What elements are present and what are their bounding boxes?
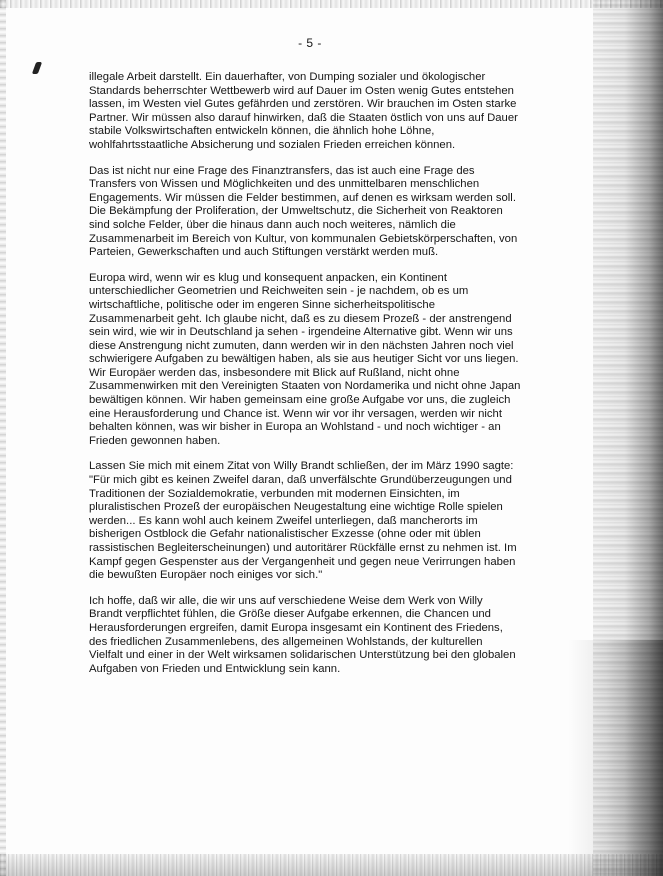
scan-edge-top [0, 0, 663, 8]
text-line: bisherigen Ostblock die Gefahr nationalistischer Exzesse (ohne oder mit üblen [89, 528, 481, 541]
text-line: Zusammenwirken mit den Vereinigten Staaten von Nordamerika und nicht ohne Japan [89, 380, 521, 393]
paragraph-1 [89, 71, 529, 153]
text-line: pluralistischen Prozeß der europäischen Neugestaltung eine wichtige Rolle spielen [89, 501, 503, 514]
text-line: Frieden gewonnen haben. [89, 434, 221, 447]
text-line: "Für mich gibt es keinen Zweifel daran, daß unverfälschte Grundüberzeugungen und [89, 474, 512, 487]
text-line: illegale Arbeit darstellt. Ein dauerhafter, von Dumping sozialer und ökologischer [89, 71, 486, 83]
body-text [89, 71, 529, 676]
text-line: Standards beherrschter Wettbewerb wird auf Dauer im Osten wenig Gutes entstehen [89, 84, 514, 97]
text-line: schwierigere Aufgaben zu bewältigen haben, als sie aus heutiger Sicht vor uns liegen. [89, 353, 519, 366]
text-line: sind solche Felder, über die hinaus dann auch noch weiteres, nämlich die [89, 218, 456, 231]
scan-speck [32, 62, 42, 74]
paragraph-4 [89, 460, 529, 582]
text-line: des friedlichen Zusammenlebens, des allgemeinen Wohlstands, der kulturellen [89, 635, 483, 648]
text-line: stabile Volkswirtschaften entwickeln können, die ähnlich hohe Löhne, [89, 125, 435, 138]
text-line: Aufgaben von Frieden und Entwicklung sein kann. [89, 662, 341, 675]
text-line: Kampf gegen Gespenster aus der Vergangenheit und gegen neue Verirrungen haben [89, 555, 516, 568]
scan-edge-left [0, 0, 6, 876]
paragraph-2 [89, 165, 529, 260]
text-line: Wir Europäer werden das, insbesondere mit Blick auf Rußland, nicht ohne [89, 366, 460, 379]
text-line: Parteien, Gewerkschaften und auch Stiftungen verstärkt werden muß. [89, 246, 439, 259]
text-line: Das ist nicht nur eine Frage des Finanztransfers, das ist auch eine Frage des [89, 164, 475, 177]
text-line: sein wird, wie wir in Deutschland ja sehen - irgendeine Alternative gibt. Wenn wir uns [89, 326, 513, 339]
text-line: Partner. Wir müssen also darauf hinwirken, daß die Staaten östlich von uns auf Dauer [89, 111, 518, 124]
text-line: Zusammenarbeit geht. Ich glaube nicht, daß es zu diesem Prozeß - der anstrengend [89, 312, 512, 325]
text-line: bewältigen können. Wir haben gemeinsam eine große Aufgabe vor uns, die zugleich [89, 394, 511, 407]
text-line: behalten können, was wir bisher in Europa an Wohlstand - und noch wichtiger - an [89, 421, 501, 434]
text-line: Ich hoffe, daß wir alle, die wir uns auf verschiedene Weise dem Werk von Willy [89, 594, 483, 607]
text-line: werden... Es kann wohl auch keinem Zweifel unterliegen, daß mancherorts im [89, 514, 478, 527]
text-line: die bewußten Europäer noch einiges vor sich." [89, 569, 323, 582]
paragraph-5 [89, 595, 529, 677]
text-line: Die Bekämpfung der Proliferation, der Umweltschutz, die Sicherheit von Reaktoren [89, 205, 503, 218]
scan-edge-bottom [0, 854, 663, 876]
page-number: - 5 - [298, 36, 322, 50]
text-line: Transfers von Wissen und Möglichkeiten und des unmittelbaren menschlichen [89, 178, 480, 191]
text-line: eine Herausforderung und Chance ist. Wenn wir vor ihr versagen, werden wir nicht [89, 407, 502, 420]
text-line: wohlfahrtsstaatliche Absicherung und sozialen Frieden erreichen können. [89, 138, 456, 151]
text-line: rassistischen Begleiterscheinungen) und autoritärer Rückfälle ernst zu nehmen ist. Im [89, 542, 517, 554]
text-line: Traditionen der Sozialdemokratie, verbunden mit modernen Einsichten, im [89, 487, 460, 500]
text-line: diese Anstrengung nicht zumuten, dann werden wir in den nächsten Jahren noch viel [89, 339, 514, 352]
text-line: Zusammenarbeit im Bereich von Kultur, von kommunalen Gebietskörperschaften, von [89, 232, 518, 245]
paragraph-3 [89, 272, 529, 449]
scan-shadow-lower-right [568, 640, 663, 876]
text-line: unterschiedlicher Geometrien und Reichweiten sein - je nachdem, ob es um [89, 285, 469, 298]
text-line: Brandt verpflichtet fühlen, die Größe dieser Aufgabe erkennen, die Chancen und [89, 608, 491, 621]
text-line: Lassen Sie mich mit einem Zitat von Willy Brandt schließen, der im März 1990 sagte: [89, 460, 514, 473]
text-line: Europa wird, wenn wir es klug und konsequent anpacken, ein Kontinent [89, 271, 447, 284]
text-line: lassen, im Westen viel Gutes gefährden und zerstören. Wir brauchen im Osten starke [89, 98, 517, 111]
text-line: wirtschaftliche, politische oder im engeren Sinne sicherheitspolitische [89, 298, 435, 311]
text-line: Vielfalt und einer in der Welt wirksamen solidarischen Unterstützung bei den globalen [89, 649, 516, 662]
text-line: Engagements. Wir müssen die Felder bestimmen, auf denen es wirksam werden soll. [89, 191, 516, 204]
text-line: Herausforderungen ergreifen, damit Europa insgesamt ein Kontinent des Friedens, [89, 621, 503, 634]
